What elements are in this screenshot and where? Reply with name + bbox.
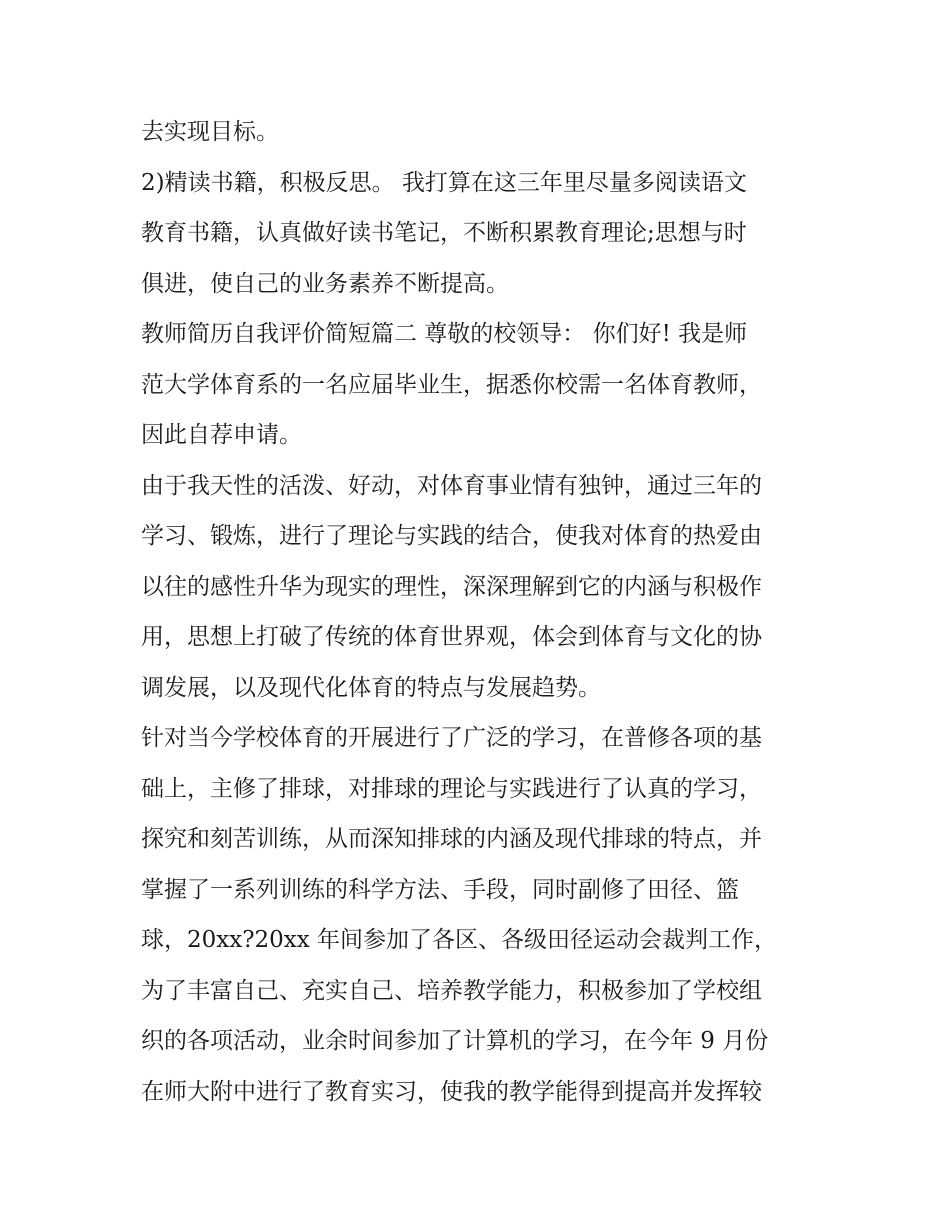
text-line-11: 用，思想上打破了传统的体育世界观，体会到体育与文化的协 [141, 624, 762, 650]
text-line-13: 针对当今学校体育的开展进行了广泛的学习，在普修各项的基 [141, 725, 762, 751]
document-body [141, 107, 821, 1117]
text-line-3: 教育书籍，认真做好读书笔记，不断积累教育理论;思想与时 [141, 220, 747, 246]
text-line-15: 探究和刻苦训练，从而深知排球的内涵及现代排球的特点，并 [141, 826, 762, 852]
text-line-18: 为了丰富自己、充实自己、培养教学能力，积极参加了学校组 [141, 977, 762, 1004]
text-line-2: 2)精读书籍，积极反思。 我打算在这三年里尽量多阅读语文 [141, 169, 747, 196]
text-line-10: 以往的感性升华为现实的理性，深深理解到它的内涵与积极作 [141, 573, 762, 600]
text-line-17: 球，20xx?20xx 年间参加了各区、各级田径运动会裁判工作， [141, 927, 778, 953]
text-line-19: 织的各项活动，业余时间参加了计算机的学习，在今年 9 月份 [141, 1028, 769, 1054]
text-line-20: 在师大附中进行了教育实习，使我的教学能得到提高并发挥较 [141, 1078, 762, 1105]
text-line-9: 学习、锻炼，进行了理论与实践的结合，使我对体育的热爱由 [141, 523, 762, 549]
text-line-5: 教师简历自我评价简短篇二 尊敬的校领导： 你们好! 我是师 [141, 321, 748, 347]
text-line-6: 范大学体育系的一名应届毕业生，据悉你校需一名体育教师， [141, 371, 762, 398]
text-line-12: 调发展，以及现代化体育的特点与发展趋势。 [141, 674, 601, 701]
text-line-8: 由于我天性的活泼、好动，对体育事业情有独钟，通过三年的 [141, 472, 762, 499]
text-line-7: 因此自荐申请。 [141, 422, 302, 448]
text-line-16: 掌握了一系列训练的科学方法、手段，同时副修了田径、篮 [141, 876, 739, 903]
text-line-1: 去实现目标。 [141, 119, 279, 145]
text-line-14: 础上，主修了排球，对排球的理论与实践进行了认真的学习， [141, 775, 762, 802]
text-line-4: 俱进，使自己的业务素养不断提高。 [141, 270, 509, 297]
